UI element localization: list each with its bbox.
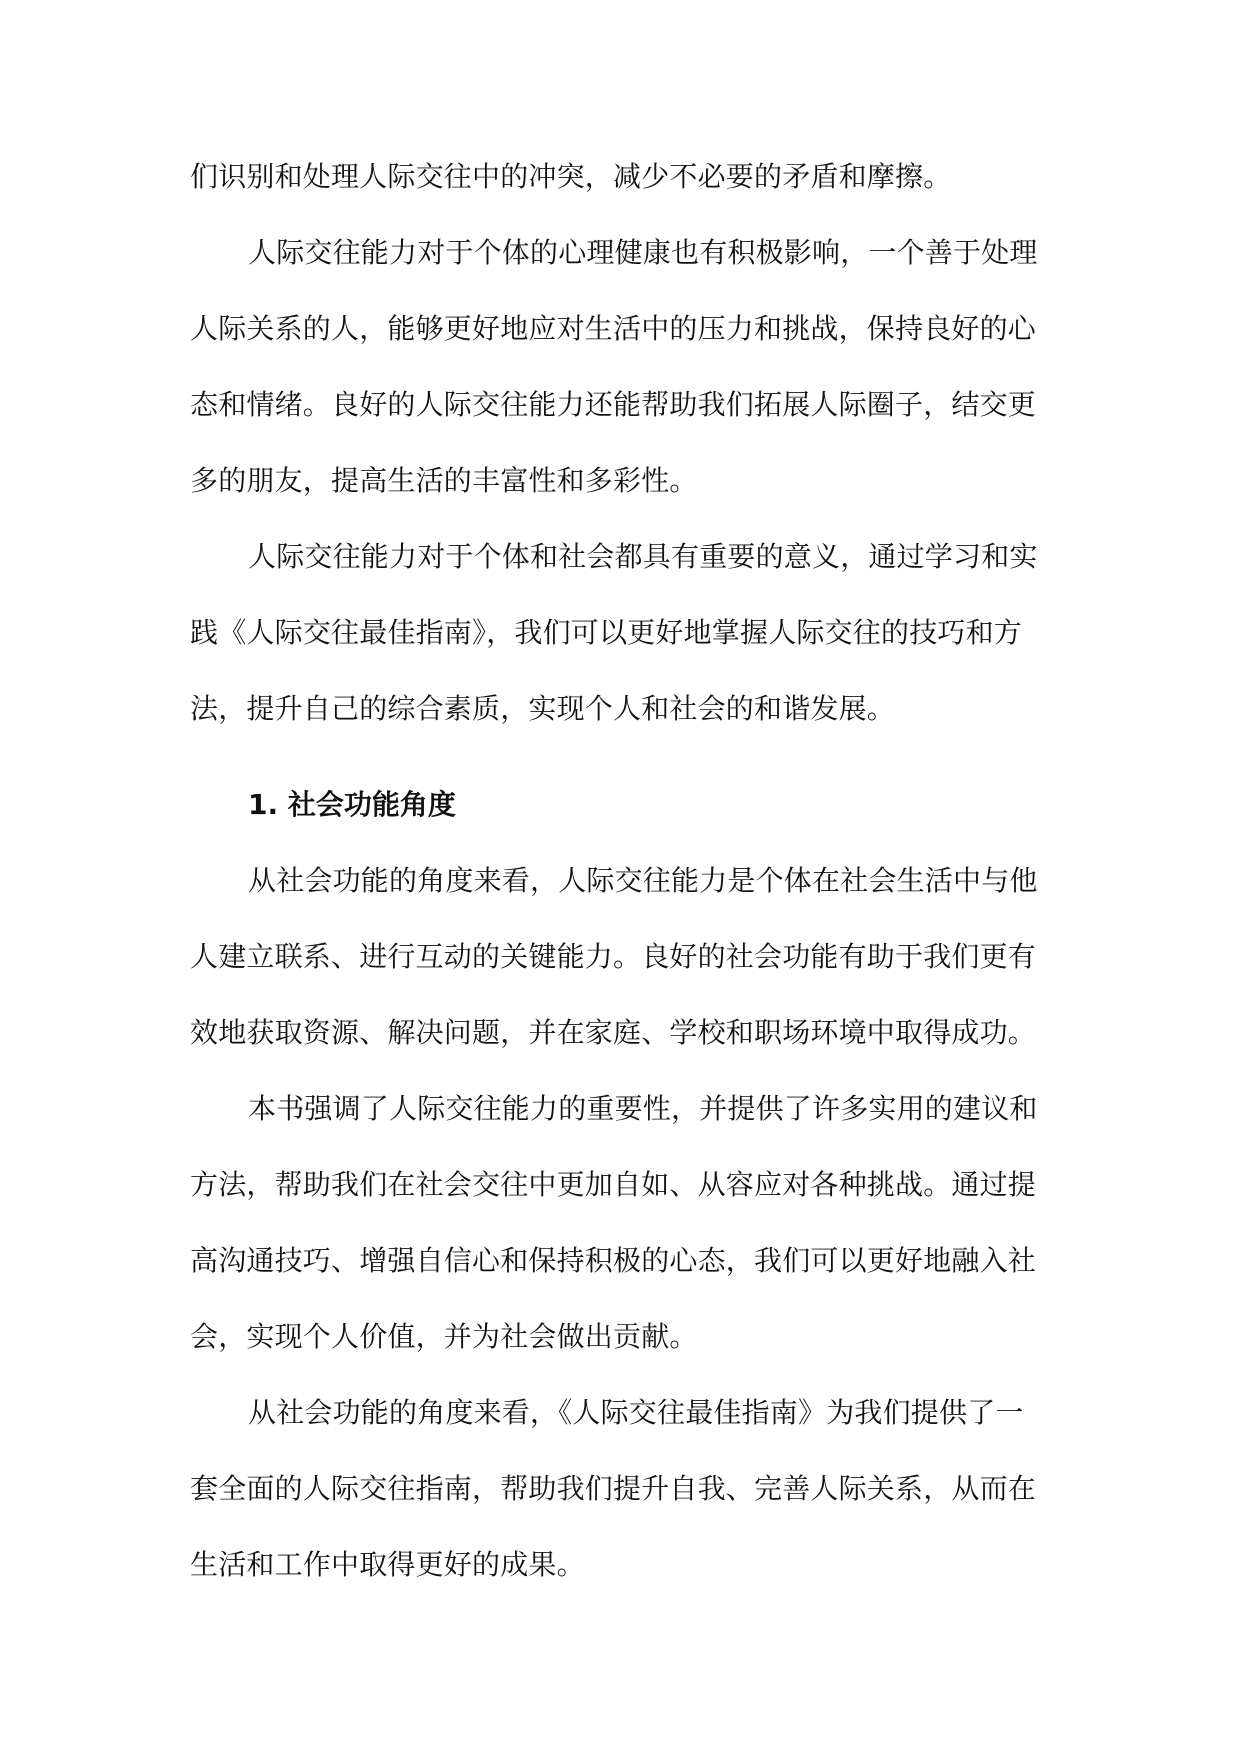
- paragraph-mental-health: [190, 215, 1055, 519]
- text-line: 套全面的人际交往指南，帮助我们提升自我、完善人际关系，从而在: [190, 1472, 1037, 1505]
- text-line: 方法，帮助我们在社会交往中更加自如、从容应对各种挑战。通过提: [190, 1168, 1037, 1201]
- text-line: 人际交往能力对于个体和社会都具有重要的意义，通过学习和实: [248, 540, 1038, 573]
- text-line: 效地获取资源、解决问题，并在家庭、学校和职场环境中取得成功。: [190, 1016, 1037, 1049]
- paragraph-guide-summary: [190, 1375, 1055, 1603]
- paragraph-continuation: [190, 139, 1055, 215]
- text-line: 人际关系的人，能够更好地应对生活中的压力和挑战，保持良好的心: [190, 312, 1037, 345]
- text-line: 从社会功能的角度来看，人际交往能力是个体在社会生活中与他: [248, 864, 1038, 897]
- text-line: 们识别和处理人际交往中的冲突，减少不必要的矛盾和摩擦。: [190, 160, 952, 193]
- document-body: [190, 139, 1055, 1603]
- paragraph-social-function: [190, 843, 1055, 1071]
- text-line: 践《人际交往最佳指南》，我们可以更好地掌握人际交往的技巧和方: [190, 616, 1023, 649]
- text-line: 本书强调了人际交往能力的重要性，并提供了许多实用的建议和: [248, 1092, 1038, 1125]
- text-line: 从社会功能的角度来看，《人际交往最佳指南》为我们提供了一: [248, 1396, 1024, 1429]
- text-line: 高沟通技巧、增强自信心和保持积极的心态，我们可以更好地融入社: [190, 1244, 1037, 1277]
- text-line: 法，提升自己的综合素质，实现个人和社会的和谐发展。: [190, 692, 896, 725]
- section-heading: 1. 社会功能角度: [248, 788, 456, 821]
- text-line: 会，实现个人价值，并为社会做出贡献。: [190, 1320, 698, 1353]
- section-spacer: [190, 747, 1055, 767]
- text-line: 人际交往能力对于个体的心理健康也有积极影响，一个善于处理: [248, 236, 1038, 269]
- text-line: 生活和工作中取得更好的成果。: [190, 1548, 585, 1581]
- text-line: 态和情绪。良好的人际交往能力还能帮助我们拓展人际圈子，结交更: [190, 388, 1037, 421]
- paragraph-book-emphasis: [190, 1071, 1055, 1375]
- paragraph-significance: [190, 519, 1055, 747]
- text-line: 人建立联系、进行互动的关键能力。良好的社会功能有助于我们更有: [190, 940, 1037, 973]
- text-line: 多的朋友，提高生活的丰富性和多彩性。: [190, 464, 698, 497]
